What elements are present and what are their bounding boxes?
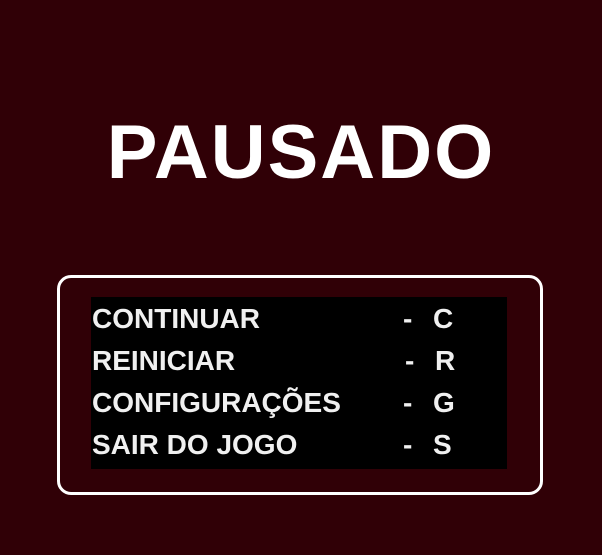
menu-item-settings[interactable]	[91, 382, 507, 424]
menu-item-quit[interactable]	[91, 424, 507, 466]
menu-item-label: CONFIGURAÇÕES	[92, 387, 341, 418]
menu-item-shortcut-key: R	[435, 345, 456, 376]
menu-item-separator: -	[405, 345, 415, 376]
menu-item-separator: -	[403, 429, 413, 460]
menu-item-restart[interactable]	[91, 340, 507, 382]
menu-item-shortcut-key: C	[433, 303, 454, 334]
menu-item-shortcut-key: G	[433, 387, 455, 418]
menu-item-label: REINICIAR	[92, 345, 236, 376]
menu-item-separator: -	[403, 387, 413, 418]
menu-item-label: CONTINUAR	[92, 303, 260, 334]
menu-item-separator: -	[403, 303, 413, 334]
pause-title: PAUSADO	[106, 110, 496, 195]
menu-item-shortcut-key: S	[433, 429, 452, 460]
menu-item-label: SAIR DO JOGO	[92, 429, 298, 460]
menu-item-continue[interactable]	[91, 298, 507, 340]
pause-menu	[91, 297, 507, 469]
